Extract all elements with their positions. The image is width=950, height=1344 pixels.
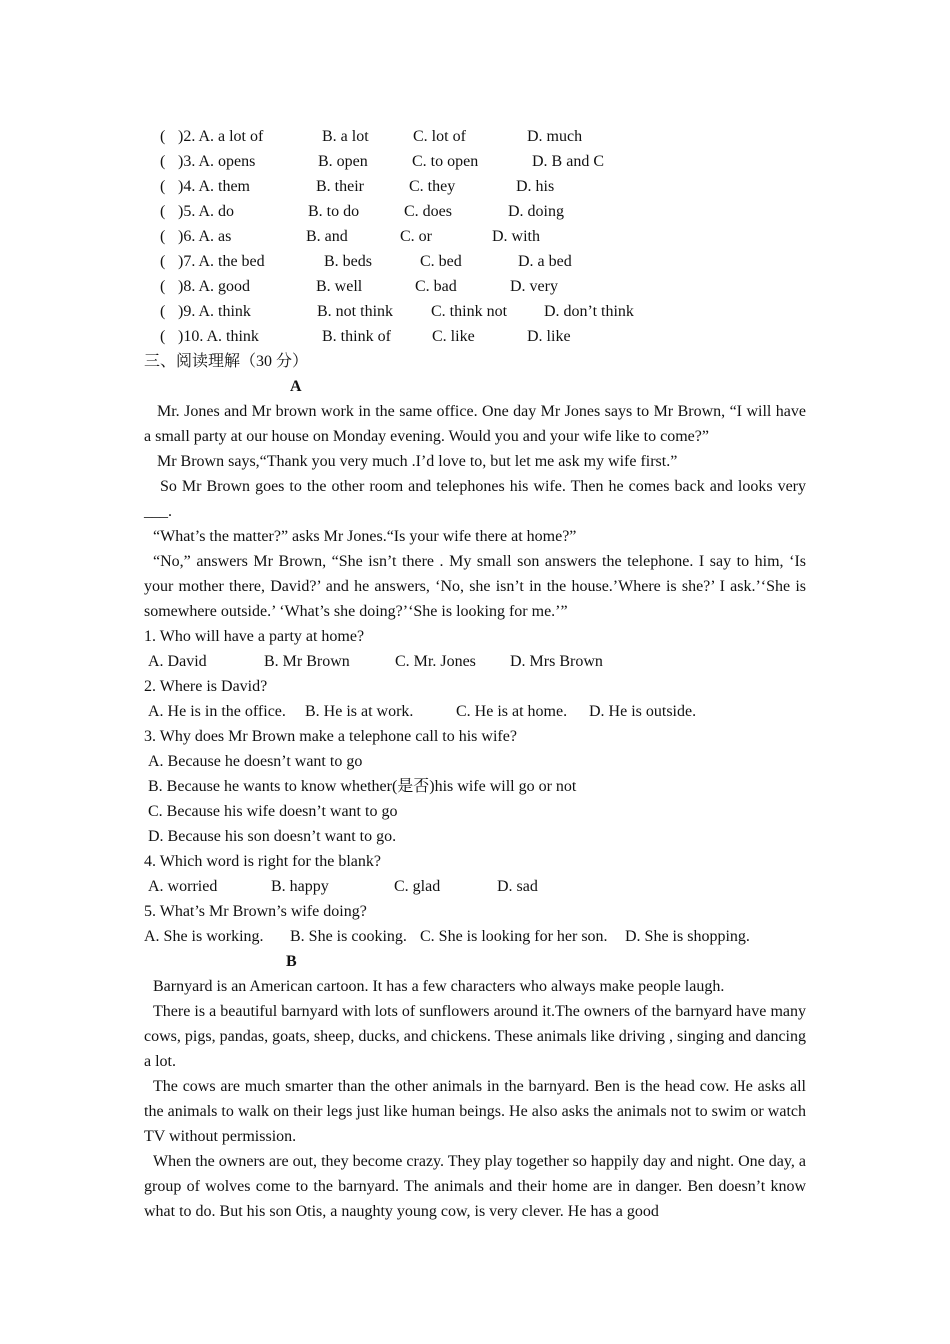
answer-paren: ( bbox=[160, 228, 166, 245]
option-d: D. very bbox=[510, 278, 558, 295]
question-3-option-d: D. Because his son doesn’t want to go. bbox=[148, 828, 397, 845]
answer-paren: ( bbox=[160, 253, 166, 270]
option-a: A. He is in the office. bbox=[148, 703, 286, 720]
cloze-options bbox=[144, 124, 806, 349]
answer-paren: ( bbox=[160, 178, 166, 195]
passage-a-paragraph: “What’s the matter?” asks Mr Jones.“Is your wife there at home?” bbox=[153, 528, 577, 545]
option-b: B. not think bbox=[317, 303, 394, 320]
option-a: A. She is working. bbox=[144, 928, 264, 945]
passage-a-label: A bbox=[290, 378, 302, 395]
option-d: D. He is outside. bbox=[589, 703, 697, 720]
cloze-row bbox=[144, 124, 806, 149]
option-d: D. much bbox=[527, 128, 583, 145]
option-c: C. or bbox=[400, 228, 432, 245]
option-d: D. don’t think bbox=[544, 303, 634, 320]
cloze-row bbox=[144, 199, 806, 224]
option-c: C. glad bbox=[394, 878, 441, 895]
passage-b-paragraph: There is a beautiful barnyard with lots of sunflowers around it.The owners of the barnyard have many cows, pigs, pandas, goats, sheep, ducks, and chickens. These animals like driving , singing and dancing a lot. bbox=[144, 1003, 806, 1070]
passage-a-paragraph: “No,” answers Mr Brown, “She isn’t there . My small son answers the telephone. I say to him, ‘Is your mother there, David?’ and he answers, ‘No, she isn’t in the house.’Where is she?’ I ask.’‘She is somewhere outside.’ ‘What’s she doing?’‘She is looking for me.’” bbox=[144, 553, 806, 620]
option-a: )9. A. think bbox=[178, 303, 251, 320]
passage-b-label: B bbox=[286, 953, 297, 970]
option-c: C. bed bbox=[420, 253, 462, 270]
option-b: B. a lot bbox=[322, 128, 369, 145]
option-c: C. think not bbox=[431, 303, 508, 320]
option-d: D. with bbox=[492, 228, 540, 245]
option-d: D. like bbox=[527, 328, 571, 345]
question-5-options bbox=[144, 924, 806, 949]
cloze-row bbox=[144, 149, 806, 174]
option-c: C. to open bbox=[412, 153, 479, 170]
option-c: C. lot of bbox=[413, 128, 466, 145]
passage-a-paragraph: So Mr Brown goes to the other room and telephones his wife. Then he comes back and looks very ___. bbox=[144, 478, 806, 520]
question-2-options bbox=[144, 699, 806, 724]
option-d: D. Mrs Brown bbox=[510, 653, 603, 670]
option-b: B. open bbox=[318, 153, 368, 170]
cloze-row bbox=[144, 224, 806, 249]
option-c: C. does bbox=[404, 203, 452, 220]
option-a: A. David bbox=[148, 653, 207, 670]
option-b: B. their bbox=[316, 178, 364, 195]
answer-paren: ( bbox=[160, 203, 166, 220]
cloze-row bbox=[144, 274, 806, 299]
option-b: B. and bbox=[306, 228, 348, 245]
passage-b-paragraph: When the owners are out, they become crazy. They play together so happily day and night. One day, a group of wolves come to the barnyard. The animals and their home are in danger. Ben doesn’t know what to do. But his son Otis, a naughty young cow, is very clever. He has a good bbox=[144, 1153, 806, 1220]
answer-paren: ( bbox=[160, 153, 166, 170]
question-5: 5. What’s Mr Brown’s wife doing? bbox=[144, 903, 367, 920]
passage-a-label-row bbox=[144, 374, 806, 399]
question-3: 3. Why does Mr Brown make a telephone call to his wife? bbox=[144, 728, 517, 745]
option-b: B. She is cooking. bbox=[290, 928, 407, 945]
option-d: D. sad bbox=[497, 878, 538, 895]
option-a: )5. A. do bbox=[178, 203, 234, 220]
option-b: B. He is at work. bbox=[305, 703, 414, 720]
cloze-row bbox=[144, 249, 806, 274]
option-a: )6. A. as bbox=[178, 228, 232, 245]
option-a: )10. A. think bbox=[178, 328, 259, 345]
question-3-option-c: C. Because his wife doesn’t want to go bbox=[148, 803, 398, 820]
option-b: B. think of bbox=[322, 328, 391, 345]
answer-paren: ( bbox=[160, 328, 166, 345]
option-b: B. well bbox=[316, 278, 363, 295]
question-1-options bbox=[144, 649, 806, 674]
option-c: C. She is looking for her son. bbox=[420, 928, 608, 945]
option-d: D. his bbox=[516, 178, 555, 195]
passage-b-paragraph: Barnyard is an American cartoon. It has a few characters who always make people laugh. bbox=[153, 978, 725, 995]
answer-paren: ( bbox=[160, 128, 166, 145]
option-c: C. like bbox=[432, 328, 475, 345]
option-a: )8. A. good bbox=[178, 278, 250, 295]
question-4: 4. Which word is right for the blank? bbox=[144, 853, 381, 870]
answer-paren: ( bbox=[160, 278, 166, 295]
question-3-option-b: B. Because he wants to know whether(是否)his wife will go or not bbox=[148, 778, 577, 795]
option-a: A. worried bbox=[148, 878, 218, 895]
cloze-row bbox=[144, 324, 806, 349]
question-2: 2. Where is David? bbox=[144, 678, 268, 695]
option-d: D. a bed bbox=[518, 253, 572, 270]
option-a: )7. A. the bed bbox=[178, 253, 265, 270]
cloze-row bbox=[144, 174, 806, 199]
passage-a-paragraph: Mr. Jones and Mr brown work in the same office. One day Mr Jones says to Mr Brown, “I will have a small party at our house on Monday evening. Would you and your wife like to come?” bbox=[144, 403, 806, 445]
option-c: C. bad bbox=[415, 278, 457, 295]
question-3-option-a: A. Because he doesn’t want to go bbox=[148, 753, 363, 770]
option-d: D. B and C bbox=[532, 153, 604, 170]
passage-a-paragraph: Mr Brown says,“Thank you very much .I’d love to, but let me ask my wife first.” bbox=[157, 453, 678, 470]
question-4-options bbox=[144, 874, 806, 899]
cloze-row bbox=[144, 299, 806, 324]
exam-page bbox=[144, 124, 806, 1224]
option-a: )2. A. a lot of bbox=[178, 128, 264, 145]
option-d: D. She is shopping. bbox=[625, 928, 750, 945]
answer-paren: ( bbox=[160, 303, 166, 320]
option-b: B. Mr Brown bbox=[264, 653, 350, 670]
option-c: C. He is at home. bbox=[456, 703, 568, 720]
option-d: D. doing bbox=[508, 203, 564, 220]
question-1: 1. Who will have a party at home? bbox=[144, 628, 365, 645]
option-a: )4. A. them bbox=[178, 178, 250, 195]
option-c: C. they bbox=[409, 178, 456, 195]
passage-b-label-row bbox=[144, 949, 806, 974]
section-title: 三、阅读理解（30 分） bbox=[144, 353, 309, 370]
option-b: B. beds bbox=[324, 253, 372, 270]
option-b: B. happy bbox=[271, 878, 329, 895]
option-c: C. Mr. Jones bbox=[395, 653, 476, 670]
passage-b-paragraph: The cows are much smarter than the other animals in the barnyard. Ben is the head cow. He asks all the animals to walk on their legs just like human beings. He also asks the animals not to swim or watch TV without permission. bbox=[144, 1078, 806, 1145]
option-b: B. to do bbox=[308, 203, 360, 220]
option-a: )3. A. opens bbox=[178, 153, 256, 170]
